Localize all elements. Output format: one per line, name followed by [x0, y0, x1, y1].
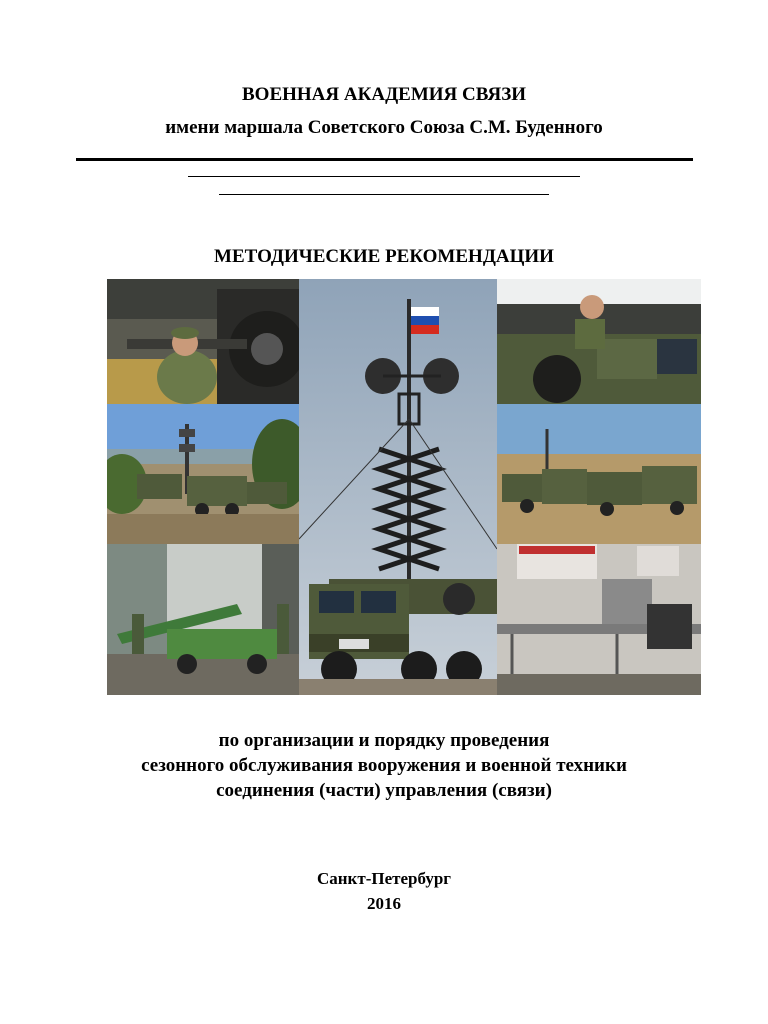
photo-crane-trailer-garage [107, 544, 299, 695]
header-divider [76, 158, 693, 161]
imprint [0, 866, 768, 916]
publication-year: 2016 [367, 894, 401, 913]
subtitle-line-2: сезонного обслуживания вооружения и военной техники [141, 755, 627, 776]
photo-service-workbench [497, 544, 701, 695]
blank-line-1 [188, 176, 580, 177]
document-type: МЕТОДИЧЕСКИЕ РЕКОМЕНДАЦИИ [214, 246, 554, 267]
blank-line-2 [219, 194, 549, 195]
document-subtitle [0, 728, 768, 803]
photo-kamaz-antenna-mast [299, 279, 497, 695]
photo-soldier-servicing-vehicle [107, 279, 299, 404]
academy-subtitle: имени маршала Советского Союза С.М. Буденного [165, 117, 603, 138]
subtitle-line-1: по организации и порядку проведения [218, 730, 550, 751]
academy-name: ВОЕННАЯ АКАДЕМИЯ СВЯЗИ [242, 84, 526, 105]
photo-vehicle-column-steppe [497, 404, 701, 544]
subtitle-line-3: соединения (части) управления (связи) [216, 780, 552, 801]
photo-collage [107, 279, 701, 695]
city-name: Санкт-Петербург [316, 869, 452, 888]
photo-soldier-on-truck [497, 279, 701, 404]
photo-antenna-vehicles-field [107, 404, 299, 544]
